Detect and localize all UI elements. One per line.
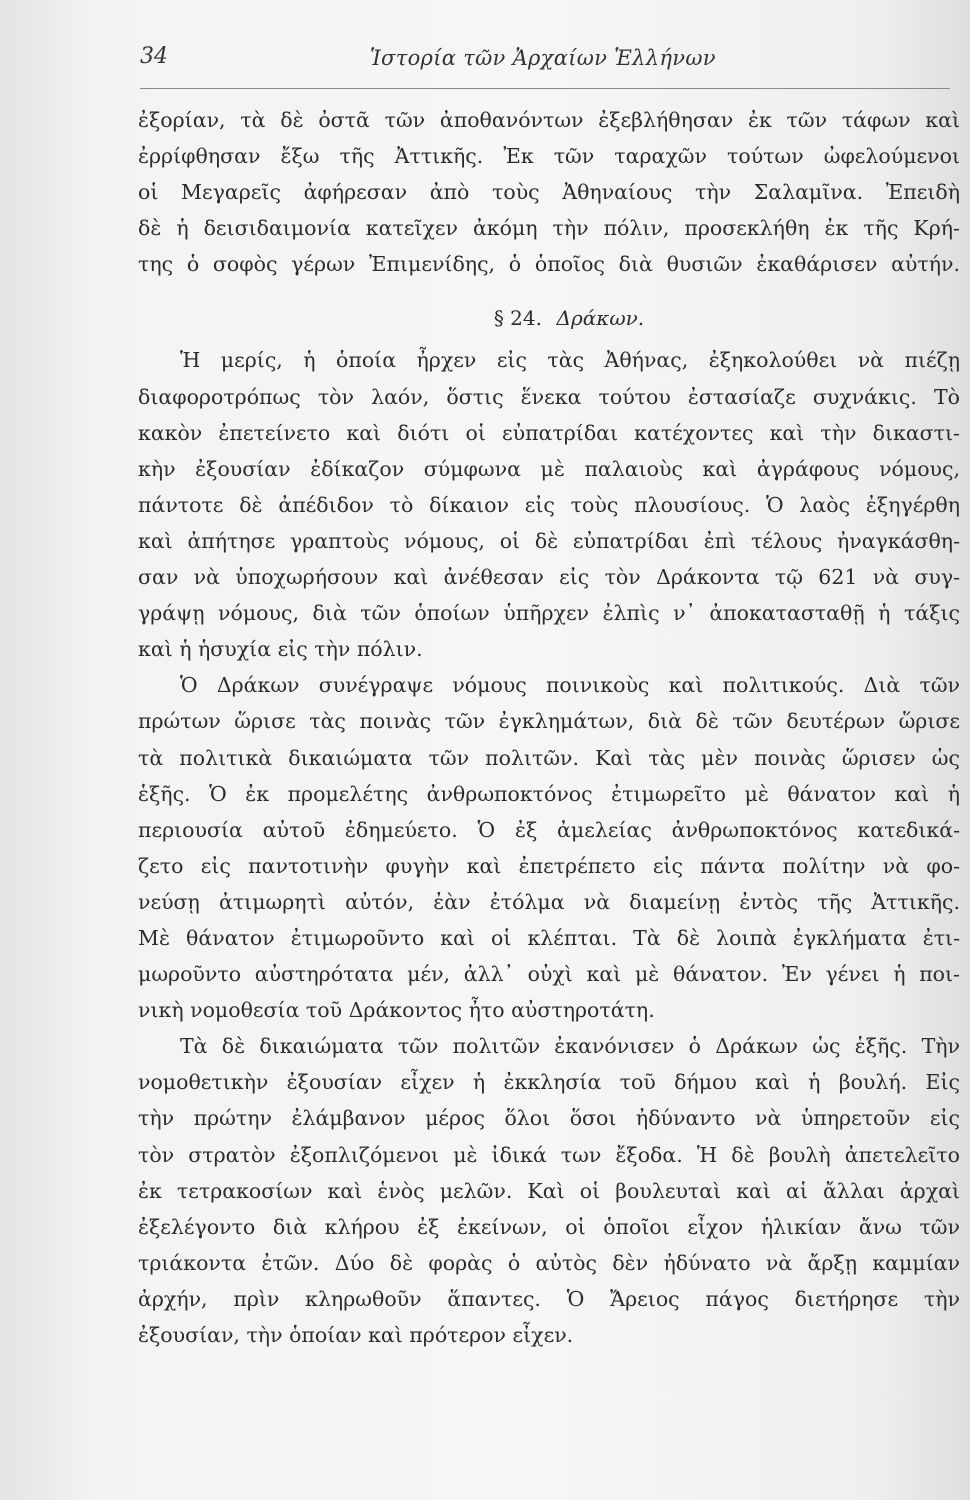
text-line: ἐξουσίαν, τὴν ὁποίαν καὶ πρότερον εἶχεν. <box>138 1323 574 1347</box>
text-line: ζετο εἰς παντοτινὴν φυγὴν καὶ ἐπετρέπετο εἰς πάντα πολίτην νὰ φο- <box>138 853 960 878</box>
text-line: Τὰ δὲ δικαιώματα τῶν πολιτῶν ἐκανόνισεν ὁ Δράκων ὡς ἑξῆς. Τὴν <box>180 1034 960 1059</box>
text-line: διαφοροτρόπως τὸν λαόν, ὅστις ἕνεκα τούτου ἐστασίαζε συχνάκις. Τὸ <box>138 384 960 409</box>
text-line: Ἡ μερίς, ἡ ὁποία ἦρχεν εἰς τὰς Ἀθήνας, ἐξηκολούθει νὰ πιέζῃ <box>180 348 960 373</box>
text-line: δὲ ἡ δεισιδαιμονία κατεῖχεν ἀκόμη τὴν πόλιν, προσεκλήθη ἐκ τῆς Κρή- <box>138 216 960 241</box>
text-line: νεύσῃ ἀτιμωρητὶ αὐτόν, ἐὰν ἐτόλμα νὰ διαμείνῃ ἐντὸς τῆς Ἀττικῆς. <box>138 889 960 914</box>
page-header <box>140 44 950 84</box>
page-number: 34 <box>140 44 168 69</box>
text-line: κακὸν ἐπετείνετο καὶ διότι οἱ εὐπατρίδαι κατέχοντες καὶ τὴν δικαστι- <box>138 420 960 445</box>
text-line: καὶ ἡ ἡσυχία εἰς τὴν πόλιν. <box>138 637 423 662</box>
text-line: ἐκ τετρακοσίων καὶ ἑνὸς μελῶν. Καὶ οἱ βουλευταὶ καὶ αἱ ἄλλαι ἀρχαὶ <box>138 1178 960 1203</box>
section-number: § 24. <box>493 306 542 331</box>
text-line: νομοθετικὴν ἐξουσίαν εἶχεν ἡ ἐκκλησία τοῦ δήμου καὶ ἡ βουλή. Εἰς <box>138 1070 960 1095</box>
text-line: γράψῃ νόμους, διὰ τῶν ὁποίων ὑπῆρχεν ἐλπὶς ν᾽ ἀποκατασταθῇ ἡ τάξις <box>138 601 960 626</box>
text-line: καὶ ἀπήτησε γραπτοὺς νόμους, οἱ δὲ εὐπατρίδαι ἐπὶ τέλους ἠναγκάσθη- <box>138 528 960 553</box>
text-line: τριάκοντα ἐτῶν. Δύο δὲ φορὰς ὁ αὐτὸς δὲν ἠδύνατο νὰ ἄρξῃ καμμίαν <box>138 1250 960 1275</box>
text-line: περιουσία αὐτοῦ ἐδημεύετο. Ὁ ἐξ ἀμελείας ἀνθρωποκτόνος κατεδικά- <box>138 817 960 842</box>
text-line: ἐξελέγοντο διὰ κλήρου ἐξ ἐκείνων, οἱ ὁποῖοι εἶχον ἡλικίαν ἄνω τῶν <box>138 1214 960 1239</box>
text-line: ἐξορίαν, τὰ δὲ ὀστᾶ τῶν ἀποθανόντων ἐξεβλήθησαν ἐκ τῶν τάφων καὶ <box>138 108 960 132</box>
text-line: μωροῦντο αὐστηρότατα μέν, ἀλλ᾽ οὐχὶ καὶ μὲ θάνατον. Ἐν γένει ἡ ποι- <box>138 962 960 987</box>
text-line: ἑξῆς. Ὁ ἐκ προμελέτης ἀνθρωποκτόνος ἐτιμωρεῖτο μὲ θάνατον καὶ ἡ <box>138 781 960 806</box>
text-line: οἱ Μεγαρεῖς ἀφήρεσαν ἀπὸ τοὺς Ἀθηναίους τὴν Σαλαμῖνα. Ἐπειδὴ <box>138 180 960 205</box>
text-line: τὴν πρώτην ἐλάμβανον μέρος ὅλοι ὅσοι ἠδύναντο νὰ ὑπηρετοῦν εἰς <box>138 1106 960 1131</box>
text-line: τὸν στρατὸν ἐξοπλιζόμενοι μὲ ἰδικά των ἔξοδα. Ἡ δὲ βουλὴ ἀπετελεῖτο <box>138 1142 960 1167</box>
text-line: νικὴ νομοθεσία τοῦ Δράκοντος ἦτο αὐστηροτάτη. <box>138 998 655 1023</box>
text-line: κὴν ἐξουσίαν ἐδίκαζον σύμφωνα μὲ παλαιοὺς καὶ ἀγράφους νόμους, <box>138 456 960 481</box>
section-title: Δράκων. <box>556 306 645 331</box>
text-line: ἐρρίφθησαν ἔξω τῆς Ἀττικῆς. Ἐκ τῶν ταραχῶν τούτων ὠφελούμενοι <box>138 144 960 169</box>
text-line: πρώτων ὥρισε τὰς ποινὰς τῶν ἐγκλημάτων, διὰ δὲ τῶν δευτέρων ὥρισε <box>138 709 960 734</box>
text-line: τὰ πολιτικὰ δικαιώματα τῶν πολιτῶν. Καὶ τὰς μὲν ποινὰς ὥρισεν ὡς <box>138 745 960 770</box>
body-text <box>138 102 960 1353</box>
text-line: ἀρχήν, πρὶν κληρωθοῦν ἅπαντες. Ὁ Ἄρειος πάγος διετήρησε τὴν <box>138 1286 960 1311</box>
text-line: πάντοτε δὲ ἀπέδιδον τὸ δίκαιον εἰς τοὺς πλουσίους. Ὁ λαὸς ἐξηγέρθη <box>138 492 960 517</box>
section-heading <box>138 300 960 336</box>
running-title: Ἱστορία τῶν Ἀρχαίων Ἑλλήνων <box>370 46 716 70</box>
text-line: Ὁ Δράκων συνέγραψε νόμους ποινικοὺς καὶ πολιτικούς. Διὰ τῶν <box>180 673 960 698</box>
text-line: Μὲ θάνατον ἐτιμωροῦντο καὶ οἱ κλέπται. Τὰ δὲ λοιπὰ ἐγκλήματα ἐτι- <box>138 925 960 950</box>
header-rule <box>140 88 950 89</box>
text-line: σαν νὰ ὑποχωρήσουν καὶ ἀνέθεσαν εἰς τὸν Δράκοντα τῷ 621 νὰ συγ- <box>138 565 960 590</box>
text-line: της ὁ σοφὸς γέρων Ἐπιμενίδης, ὁ ὁποῖος διὰ θυσιῶν ἐκαθάρισεν αὐτήν. <box>138 252 960 277</box>
